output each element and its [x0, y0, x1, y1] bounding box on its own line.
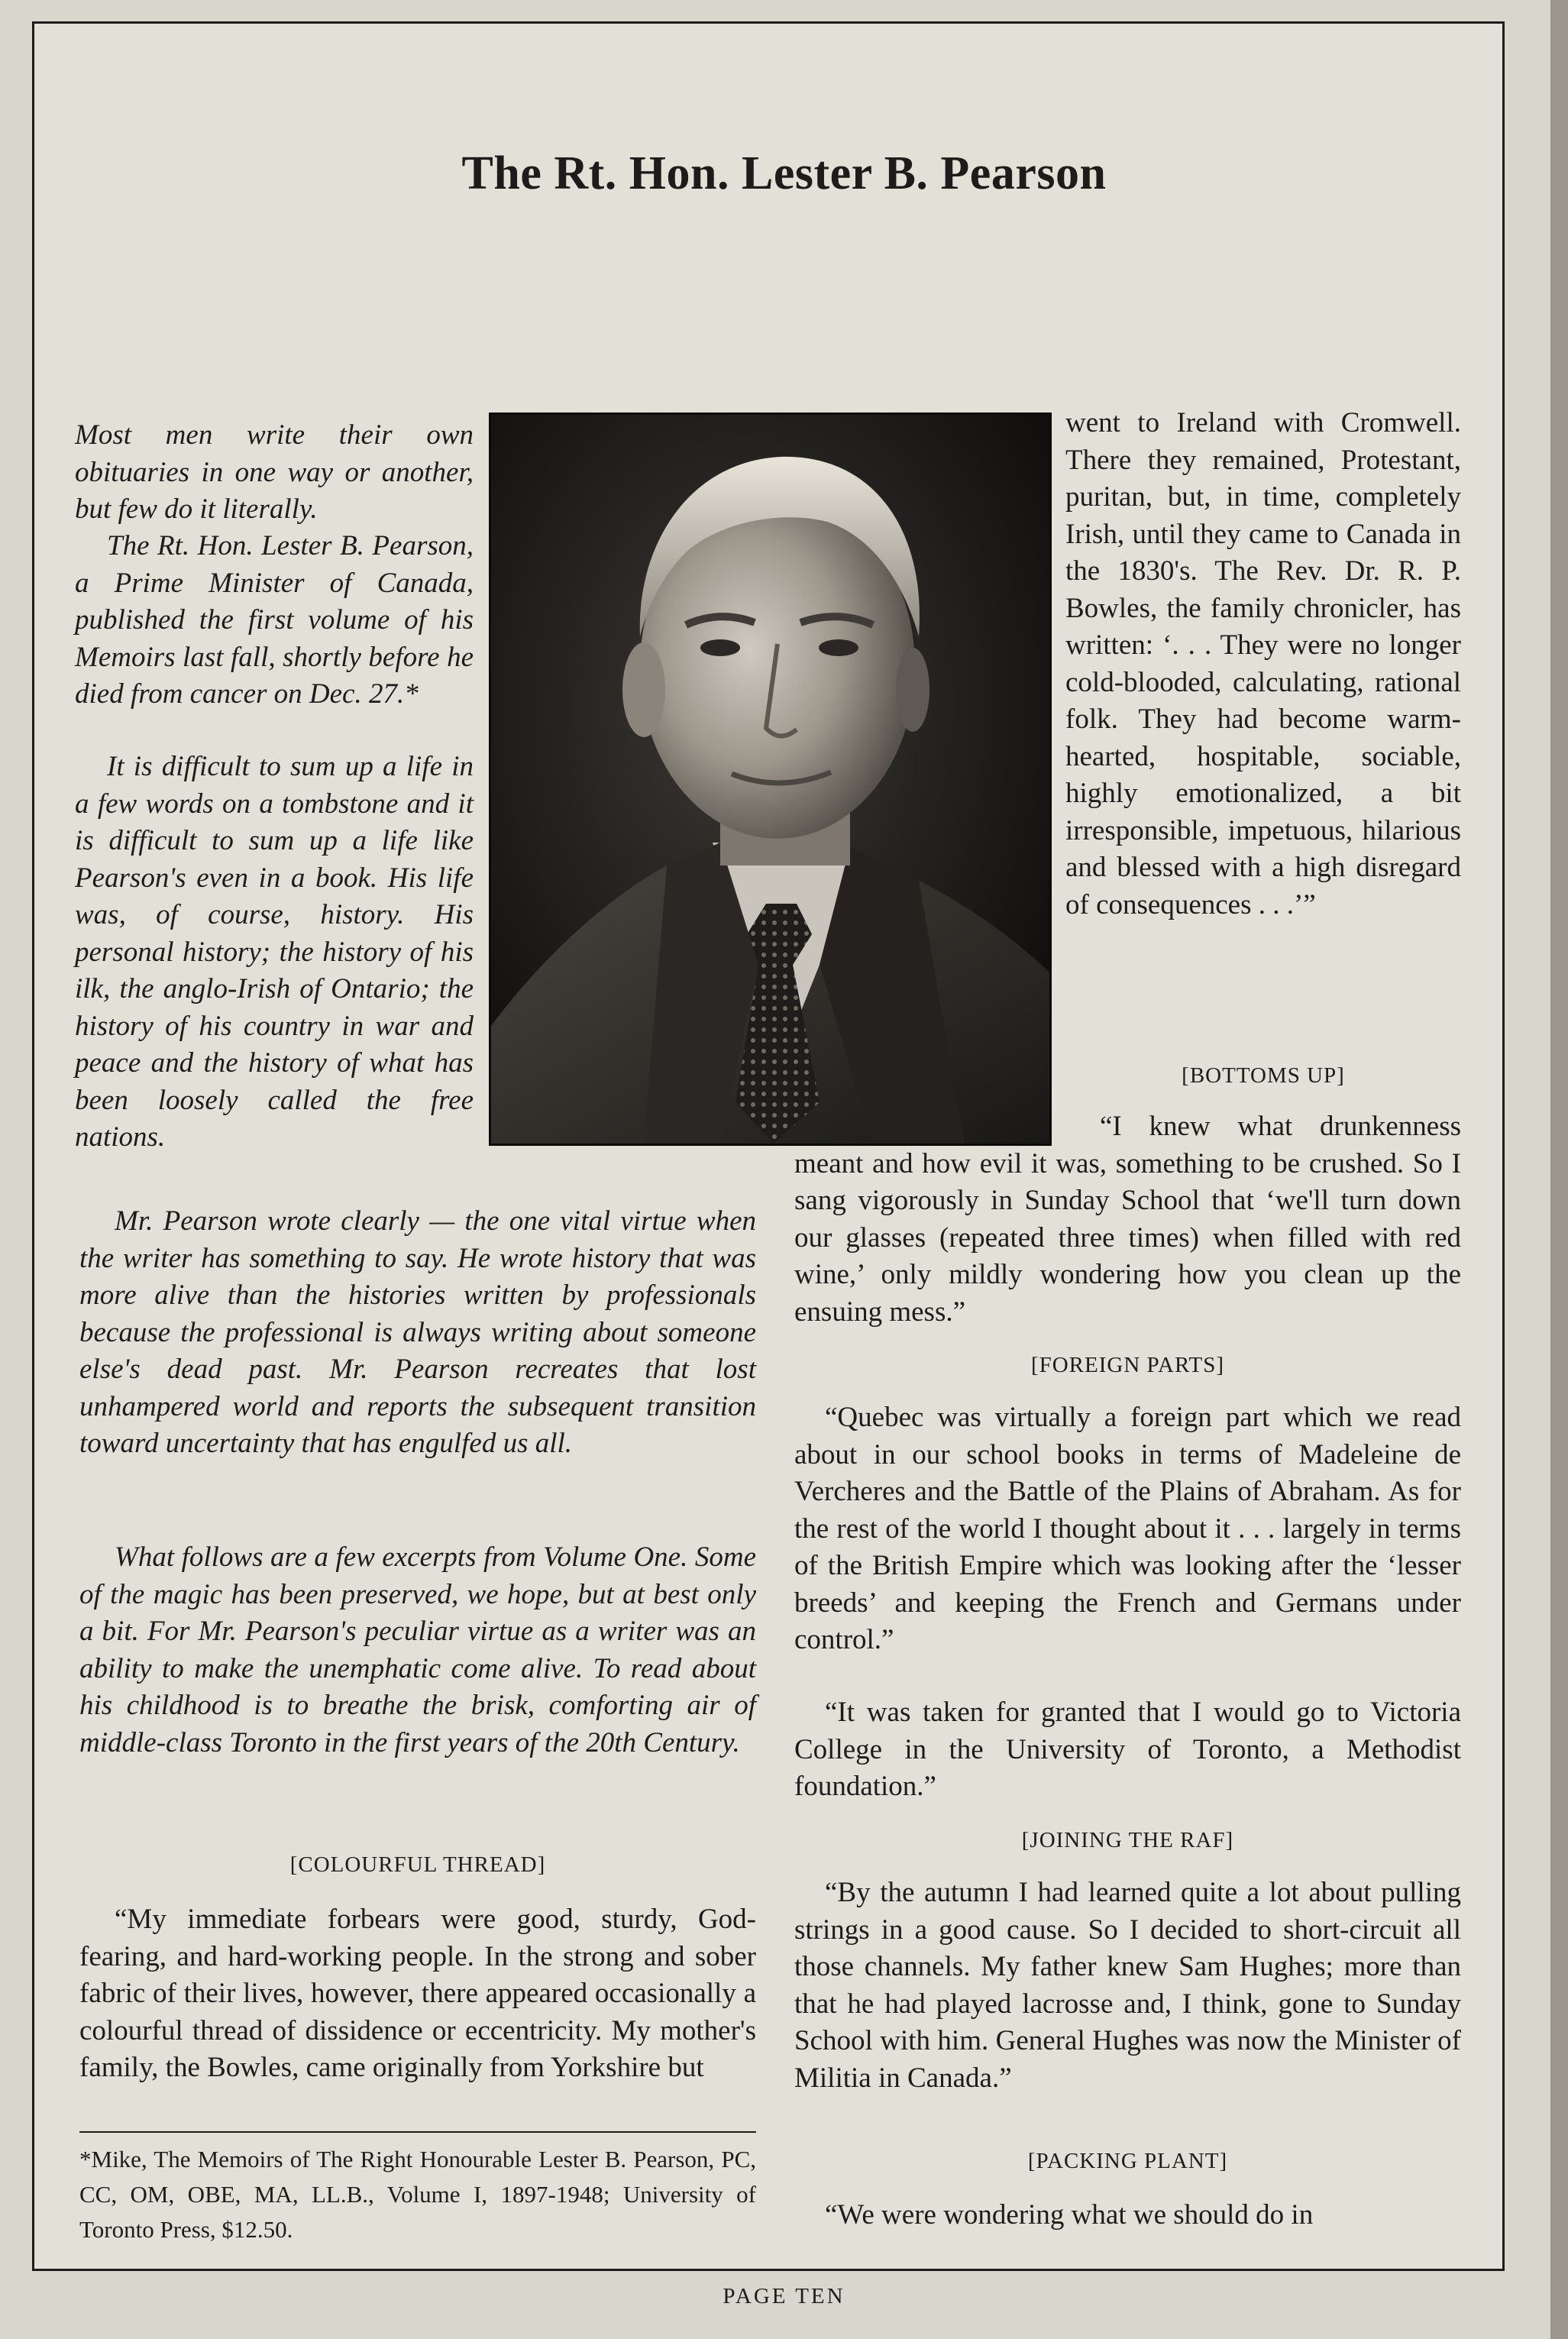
footnote-rule: [79, 2131, 756, 2133]
packing-plant-paragraph-1: “We were wondering what we should do in: [825, 2199, 1314, 2231]
footnote: *Mike, The Memoirs of The Right Honourable Lester B. Pearson, PC, CC, OM, OBE, MA, LL.B., Volume I, 1897-1948; University of Toronto Press, $12.50.: [79, 2146, 756, 2243]
portrait-photo: [489, 412, 1052, 1146]
joining-raf-paragraph-1: “By the autumn I had learned quite a lot about pulling strings in a good cause. So I decided to short-circuit all those channels. My father knew Sam Hughes; more than that he had played lacrosse and, I think, gone to Sunday School with him. General Hughes was now the Minister of Militia in Canada.”: [794, 1877, 1461, 2094]
intro-paragraph-3: It is difficult to sum up a life in a few words on a tombstone and it is difficult to sum up a life like Pearson's even in a book. His life was, of course, history. His personal history; the history of his ilk, the anglo-Irish of Ontario; the history of his country in war and peace and the history of what has been loosely called the free nations.: [75, 751, 474, 1153]
foreign-parts-paragraph-2: “It was taken for granted that I would go to Victoria College in the University of Toronto, a Methodist foundation.”: [794, 1697, 1461, 1802]
colourful-thread-paragraph-1: “My immediate forbears were good, sturdy, God-fearing, and hard-working people. In the strong and sober fabric of their lives, however, there appeared occasionally a colourful thread of dissidence or eccentricity. My mother's family, the Bowles, came originally from Yorkshire but: [79, 1904, 756, 2083]
page-number: PAGE TEN: [723, 2284, 845, 2308]
section-heading-colourful-thread: [COLOURFUL THREAD]: [289, 1852, 546, 1877]
page-title: The Rt. Hon. Lester B. Pearson: [461, 147, 1107, 199]
intro-paragraph-5: What follows are a few excerpts from Volume One. Some of the magic has been preserved, we hope, but at best only a bit. For Mr. Pearson's peculiar virtue as a writer was an ability to make the unemphatic come alive. To read about his childhood is to breathe the brisk, comforting air of middle-class Toronto in the first years of the 20th Century.: [79, 1542, 756, 1758]
foreign-parts-paragraph-1: “Quebec was virtually a foreign part which we read about in our school books in terms of Madeleine de Vercheres and the Battle of the Plains of Abraham. As for the rest of the world I thought about it . . . largely in terms of the British Empire which was looking after the ‘lesser breeds’ and keeping the French and Germans under control.”: [794, 1402, 1461, 1655]
intro-paragraph-4: Mr. Pearson wrote clearly — the one vital virtue when the writer has something to say. He wrote history that was more alive than the histories written by professionals because the professional is always writing about someone else's dead past. Mr. Pearson recreates that lost unhampered world and reports the subsequent transition toward uncertainty that has engulfed us all.: [79, 1205, 756, 1459]
section-heading-foreign-parts: [FOREIGN PARTS]: [1030, 1353, 1225, 1377]
intro-paragraph-2: The Rt. Hon. Lester B. Pearson, a Prime Minister of Canada, published the first volume of his Memoirs last fall, shortly before he died from cancer on Dec. 27.*: [75, 530, 474, 710]
section-heading-joining-the-raf: [JOINING THE RAF]: [1021, 1828, 1234, 1852]
intro-paragraph-1: Most men write their own obituaries in one way or another, but few do it literally.: [75, 419, 474, 525]
bottoms-up-paragraph-1: “I knew what drunkenness meant and how evil it was, something to be crushed. So I sang vigorously in Sunday School that ‘we'll turn down our glasses (repeated three times) when filled with red wine,’ only mildly wondering how you clean up the ensuing mess.”: [794, 1111, 1461, 1328]
section-heading-packing-plant: [PACKING PLANT]: [1027, 2149, 1228, 2173]
section-heading-bottoms-up: [BOTTOMS UP]: [1182, 1063, 1345, 1088]
portrait-image: [491, 415, 1049, 1144]
colourful-thread-paragraph-2: went to Ireland with Cromwell. There they remained, Protestant, puritan, but, in time, completely Irish, until they came to Canada in the 1830's. The Rev. Dr. R. P. Bowles, the family chronicler, has written: ‘. . . They were no longer cold-blooded, calculating, rational folk. They had become warm-hearted, hospitable, sociable, highly emotionalized, a bit irresponsible, impetuous, hilarious and blessed with a high disregard of consequences . . .’”: [1065, 407, 1461, 920]
page-edge-shadow: [1550, 0, 1568, 2339]
